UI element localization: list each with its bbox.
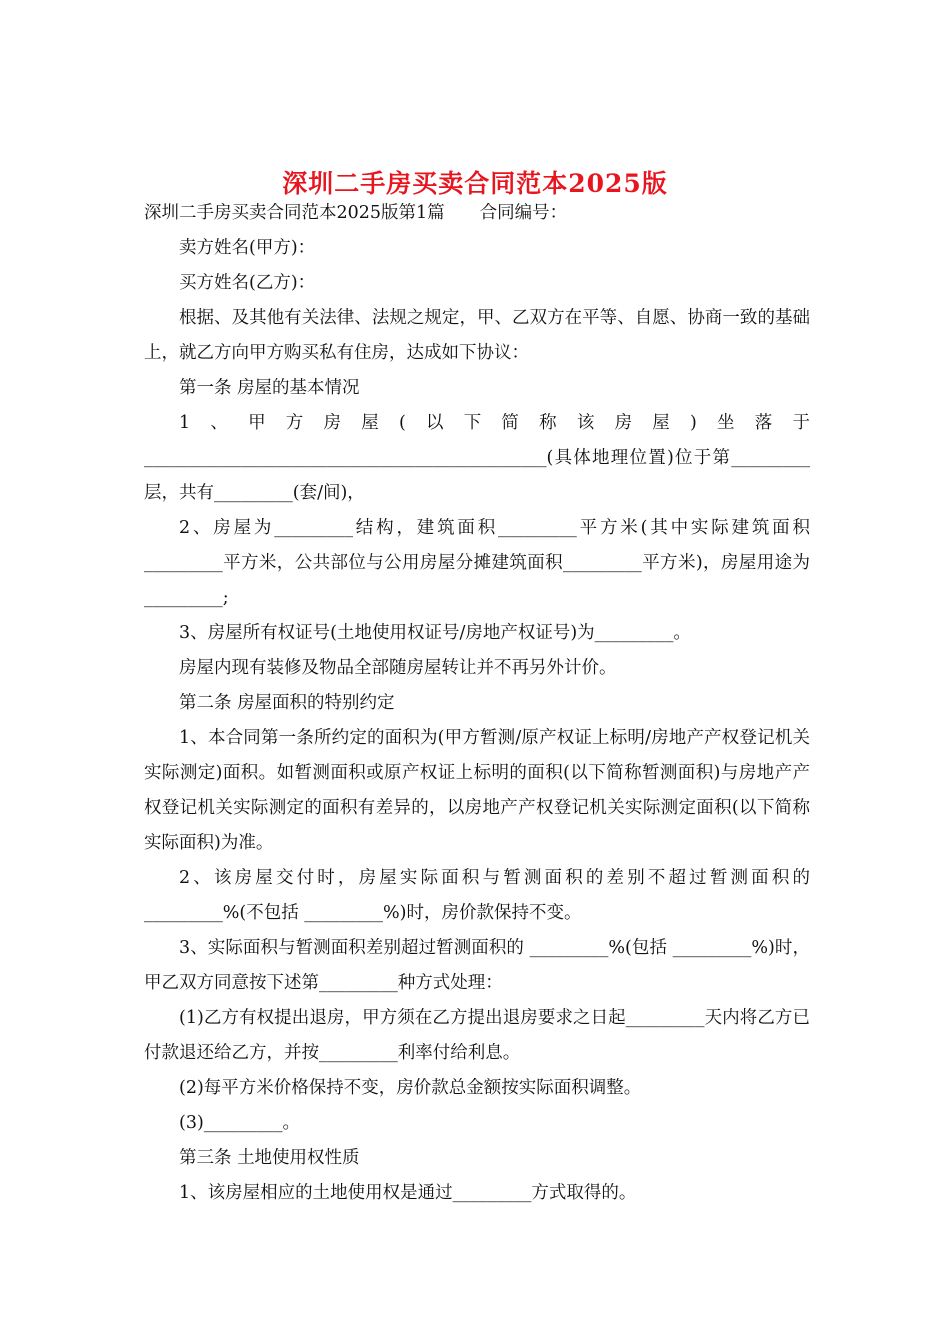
paragraph: 3、房屋所有权证号(土地使用权证号/房地产权证号)为_________。 bbox=[179, 623, 691, 643]
paragraph: 第三条 土地使用权性质 bbox=[179, 1148, 360, 1168]
paragraph: 1、甲方房屋(以下简称该房屋)坐落于______________________________________________(具体地理位置)位于第_________层，共有_________(套/间)， bbox=[144, 413, 810, 503]
paragraph: 第一条 房屋的基本情况 bbox=[179, 378, 360, 398]
paragraph: 1、该房屋相应的土地使用权是通过_________方式取得的。 bbox=[179, 1183, 637, 1203]
paragraph: 2、房屋为_________结构，建筑面积_________平方米(其中实际建筑面积_________平方米，公共部位与公用房屋分摊建筑面积_________平方米)，房屋用途为_________; bbox=[144, 518, 810, 608]
paragraph: (1)乙方有权提出退房，甲方须在乙方提出退房要求之日起_________天内将乙方已付款退还给乙方，并按_________利率付给利息。 bbox=[144, 1008, 810, 1063]
paragraph: (3)_________。 bbox=[179, 1113, 301, 1133]
paragraph: 买方姓名(乙方)： bbox=[179, 273, 316, 293]
paragraph: 3、实际面积与暂测面积差别超过暂测面积的 _________%(包括 _________%)时，甲乙双方同意按下述第_________种方式处理： bbox=[144, 938, 810, 993]
document-body bbox=[144, 196, 816, 1211]
paragraph: 卖方姓名(甲方)： bbox=[179, 238, 316, 258]
paragraph: (2)每平方米价格保持不变，房价款总金额按实际面积调整。 bbox=[179, 1078, 642, 1098]
paragraph: 根据、及其他有关法律、法规之规定，甲、乙双方在平等、自愿、协商一致的基础上，就乙方向甲方购买私有住房，达成如下协议： bbox=[144, 308, 810, 363]
paragraph: 2、该房屋交付时，房屋实际面积与暂测面积的差别不超过暂测面积的 _________%(不包括 _________%)时，房价款保持不变。 bbox=[144, 868, 816, 923]
paragraph: 1、本合同第一条所约定的面积为(甲方暂测/原产权证上标明/房地产产权登记机关实际测定)面积。如暂测面积或原产权证上标明的面积(以下简称暂测面积)与房地产产权登记机关实际测定的面积有差异的，以房地产产权登记机关实际测定面积(以下简称实际面积)为准。 bbox=[144, 728, 810, 853]
paragraph: 第二条 房屋面积的特别约定 bbox=[179, 693, 395, 713]
paragraph: 房屋内现有装修及物品全部随房屋转让并不再另外计价。 bbox=[179, 658, 617, 678]
document-subtitle-line: 深圳二手房买卖合同范本2025版第1篇 合同编号： bbox=[144, 203, 568, 223]
document-title: 深圳二手房买卖合同范本2025版 bbox=[282, 168, 668, 198]
